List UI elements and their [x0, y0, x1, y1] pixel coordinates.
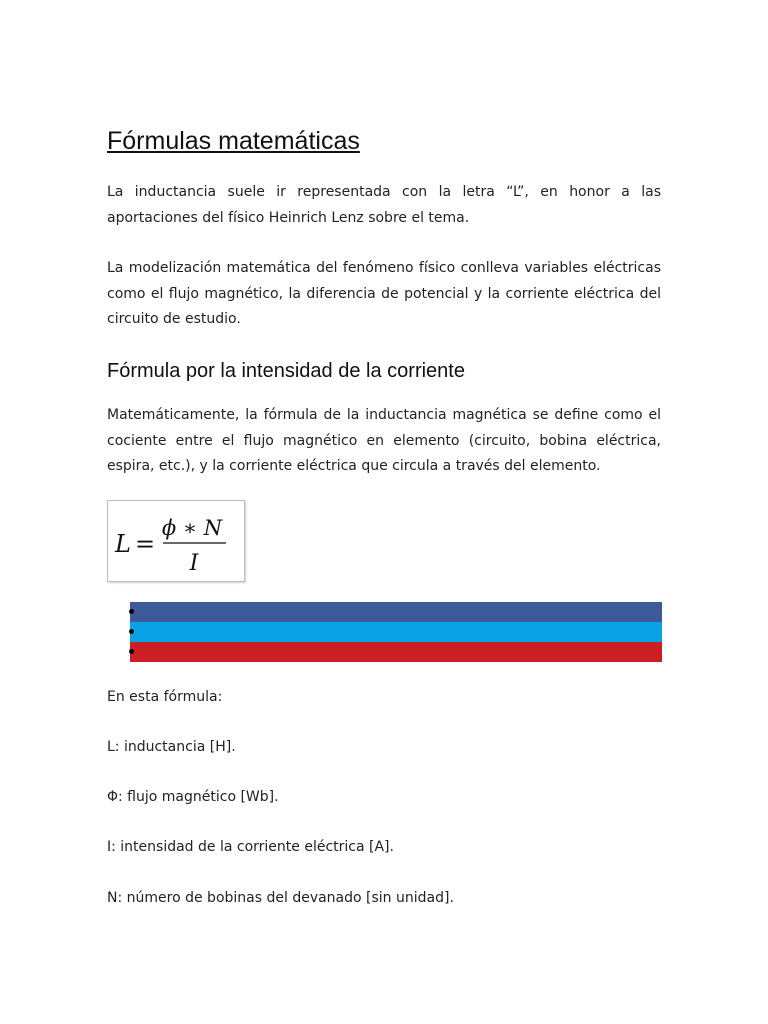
paragraph-formula-description: Matemáticamente, la fórmula de la inductancia magnética se define como el cociente entre el flujo magnético en elemento (circuito, bobina eléctrica, espira, etc.), y la corriente eléctrica que circula a través del elemento.	[107, 407, 661, 474]
definition-item: Φ: flujo magnético [Wb].	[107, 789, 279, 805]
color-bars	[130, 602, 662, 662]
definitions-intro: En esta fórmula:	[107, 689, 223, 705]
formula-lhs: L	[115, 530, 131, 558]
color-bar-cyan	[130, 622, 662, 642]
definition-item: N: número de bobinas del devanado [sin unidad].	[107, 890, 454, 906]
bullet-icon	[129, 649, 134, 654]
formula-denominator: I	[189, 551, 199, 576]
color-bar-blue	[130, 602, 662, 622]
definition-item: L: inductancia [H].	[107, 739, 236, 755]
paragraph-modeling: La modelización matemática del fenómeno físico conlleva variables eléctricas como el flujo magnético, la diferencia de potencial y la corriente eléctrica del circuito de estudio.	[107, 260, 661, 327]
page-title: Fórmulas matemáticas	[107, 127, 360, 155]
bullet-icon	[129, 609, 134, 614]
paragraph-intro: La inductancia suele ir representada con la letra “L”, en honor a las aportaciones del físico Heinrich Lenz sobre el tema.	[107, 184, 661, 226]
formula-image	[107, 500, 245, 582]
color-bar-red	[130, 642, 662, 662]
bullet-icon	[129, 629, 134, 634]
definition-item: I: intensidad de la corriente eléctrica [A].	[107, 839, 394, 855]
formula-equals: =	[135, 530, 156, 558]
formula-svg	[108, 501, 244, 581]
section-heading: Fórmula por la intensidad de la corriente	[107, 360, 465, 382]
formula-numerator: ϕ ∗ N	[161, 516, 223, 540]
